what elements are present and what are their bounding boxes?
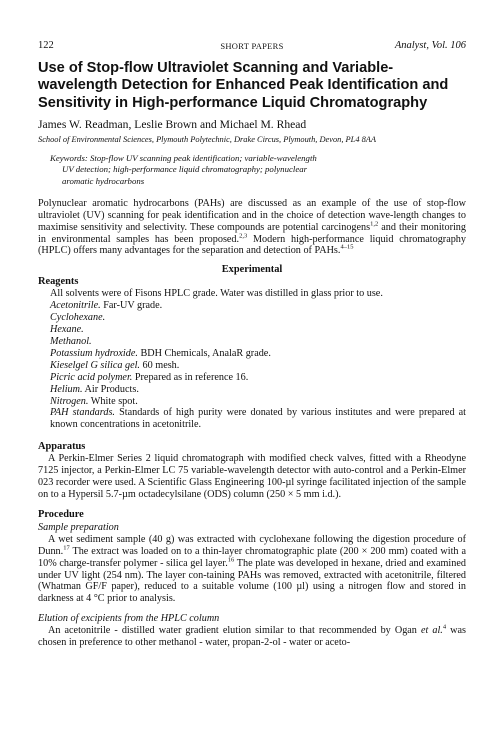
article-title: Use of Stop-flow Ultraviolet Scanning and Variable-wavelength Detection for Enhanced Peak Identification and Sensitivity in High-performance Liquid Chromatography (38, 60, 449, 111)
elution-paragraph: An acetonitrile - distilled water gradient elution similar to that recommended by Ogan et al.$^4$ was chosen in preference to other methanol - water, propan-2-ol - water or aceto- (38, 623, 466, 649)
subheading-apparatus: Apparatus (38, 441, 86, 453)
apparatus-paragraph: A Perkin-Elmer Series 2 liquid chromatograph with modified check valves, fitted with a Rheodyne 7125 injector, a Perkin-Elmer LC 75 variable-wavelength detector with auto-control and a Perkin-Elmer 023 recorder were used. A Scientific Glass Engineering 100-µl syringe facilitated injection of the sample on to a Hypersil 5.7-µm octadecylsilane (ODS) column (250 × 5 mm i.d.). (38, 453, 466, 500)
list-item: Picric acid polymer. Prepared as in reference 16. (50, 371, 249, 383)
journal-page (38, 40, 466, 649)
keywords-line: aromatic hydrocarbons (62, 175, 145, 186)
reference-superscript: 4 (442, 623, 447, 631)
subheading-sample-preparation: Sample preparation (38, 521, 119, 533)
keywords-line: Keywords: Stop-flow UV scanning peak identification; variable-wavelength (50, 153, 317, 164)
subheading-reagents: Reagents (38, 276, 79, 288)
list-item: Potassium hydroxide. BDH Chemicals, AnalaR grade. (50, 347, 271, 359)
list-item: Nitrogen. White spot. (50, 395, 138, 407)
list-item: Hexane. (50, 324, 84, 336)
list-item: Kieselgel G silica gel. 60 mesh. (50, 359, 180, 371)
subheading-procedure: Procedure (38, 508, 84, 520)
reference-superscript: 4–15 (340, 244, 354, 252)
list-item: Acetonitrile. Far-UV grade. (50, 300, 163, 312)
author-affiliation: School of Environmental Sciences, Plymouth Polytechnic, Drake Circus, Plymouth, Devon, PL4 8AA (38, 135, 377, 145)
list-item: PAH standards. Standards of high purity were donated by various institutes and were prepared at known concentrations in acetonitrile. (50, 407, 466, 431)
author-list: James W. Readman, Leslie Brown and Michael M. Rhead (38, 118, 307, 132)
journal-citation: Analyst, Vol. 106 (394, 40, 466, 51)
running-header (38, 40, 466, 54)
list-item: Methanol. (50, 335, 92, 347)
reagent-list (50, 288, 466, 407)
list-item: Helium. Air Products. (50, 383, 139, 395)
reagent-intro: All solvents were of Fisons HPLC grade. Water was distilled in glass prior to use. (50, 288, 383, 300)
reference-superscript: 1,2 (370, 220, 379, 228)
page-number: 122 (38, 40, 54, 51)
subheading-elution: Elution of excipients from the HPLC column (38, 613, 220, 625)
section-heading-experimental: Experimental (221, 264, 283, 276)
keywords (50, 153, 466, 187)
sample-preparation-paragraph: A wet sediment sample (40 g) was extracted with cyclohexane following the digestion procedure of Dunn.$^{17}$ The extract was loaded on to a thin-layer chromatographic plate (200 × 200 mm) coated with a 10% charge-transfer polymer - silica gel layer.$^{16}$ The plate was developed in hexane, dried and examined under UV light (254 nm). The layer con-taining PAHs was removed, extracted with acetonitrile, filtered (Whatman GF/F paper), reduced to a suitable volume (100 µl) using a nitrogen flow and stored in darkness at 4 °C prior to analysis. (38, 533, 466, 605)
section-label: SHORT PAPERS (220, 41, 284, 51)
intro-paragraph: Polynuclear aromatic hydrocarbons (PAHs) are discussed as an example of the use of stop-flow ultraviolet (UV) scanning for peak identification and in the choice of detection wave-length changes to maximise sensitivity and selectivity. These compounds are potential carcinogens$^{1,2}$ and their monitoring in environmental samples has been proposed.$^{2,3}$ Modern high-performance liquid chromatography (HPLC) offers many advantages for the separation and detection of PAHs.$^{4-15}$ (38, 197, 466, 257)
reference-superscript: 16 (227, 556, 235, 564)
reference-superscript: 2,3 (239, 232, 248, 240)
list-item: Cyclohexane. (50, 312, 106, 324)
reference-superscript: 17 (63, 544, 70, 552)
keywords-line: UV detection; high-performance liquid chromatography; polynuclear (62, 164, 308, 175)
